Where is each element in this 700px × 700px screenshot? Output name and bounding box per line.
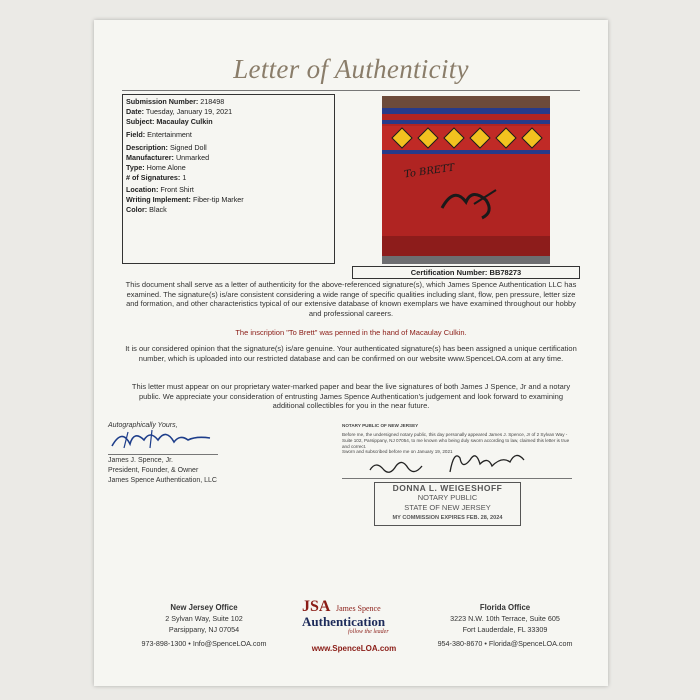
submission-type: Type: Home Alone: [126, 163, 186, 172]
logo-mark: JSA: [302, 598, 331, 615]
notary-stamp: [374, 482, 521, 526]
certification-number: BB78273: [489, 268, 522, 277]
notary-stamp-line1: NOTARY PUBLIC: [417, 493, 478, 502]
jsa-logo: [294, 598, 414, 658]
document-title: Letter of Authenticity: [233, 54, 469, 84]
signer-company: James Spence Authentication, LLC: [108, 477, 217, 484]
submission-writing-implement: Writing Implement: Fiber-tip Marker: [126, 195, 244, 204]
submission-location: Location: Front Shirt: [126, 185, 194, 194]
logo-word: Authentication: [302, 614, 386, 629]
nj-office-address1: 2 Sylvan Way, Suite 102: [165, 614, 243, 623]
notary-sworn-line: Sworn and subscribed before me on January 19, 2021: [342, 449, 453, 454]
notary-stamp-line2: STATE OF NEW JERSEY: [404, 503, 491, 512]
submission-manufacturer: Manufacturer: Unmarked: [126, 153, 210, 162]
notary-heading: NOTARY PUBLIC OF NEW JERSEY: [342, 423, 419, 428]
submission-field: Field: Entertainment: [126, 130, 192, 139]
signature-rule: [108, 454, 218, 455]
certification-label: Certification Number:: [410, 268, 488, 277]
signer-name: James J. Spence, Jr.: [108, 457, 173, 464]
notary-stamp-name: DONNA L. WEIGESHOFF: [392, 483, 503, 493]
fl-office-contact: 954-380-8670 • Florida@SpenceLOA.com: [437, 639, 573, 648]
spence-signature: [108, 426, 218, 454]
fl-office-heading: Florida Office: [479, 603, 531, 612]
submission-description: Description: Signed Doll: [126, 143, 207, 152]
submission-subject: Subject: Macaulay Culkin: [126, 117, 213, 126]
logo-name: James Spence: [336, 604, 381, 613]
authenticity-paragraph: This document shall serve as a letter of authenticity for the above-referenced signature(s), which James Spence Authentication LLC has examined. The signature(s) is/are consistent considering a wide range of specific qualities including slant, flow, pen pressure, letter size and formation, and other characteristics typical of our extensive database of known exemplars we have examined throughout our hobby and professional careers.: [125, 280, 577, 318]
photo-inscription-text: To BRETT: [403, 162, 456, 181]
notary-rule: [342, 478, 572, 479]
inscription-note: The inscription "To Brett" was penned in the hand of Macaulay Culkin.: [235, 328, 467, 337]
watermark-paragraph: This letter must appear on our proprietary water-marked paper and bear the live signatures of both James J Spence, Jr and a notary public. We appreciate your consideration of entrusting James Spence Authentication's judgement and look forward to examining additional collectibles for you in the near future.: [131, 382, 571, 411]
footer-nj-office: [124, 602, 284, 649]
submission-details-box: [122, 94, 335, 264]
nj-office-contact: 973-898-1300 • Info@SpenceLOA.com: [141, 639, 267, 648]
notary-signature: [364, 446, 564, 480]
submission-color: Color: Black: [126, 205, 167, 214]
closing-line: Autographically Yours,: [108, 422, 178, 429]
submission-signature-count: # of Signatures: 1: [126, 173, 187, 182]
footer-fl-office: [420, 602, 590, 649]
notary-stamp-line3: MY COMMISSION EXPIRES FEB. 28, 2024: [392, 515, 503, 521]
signer-title: President, Founder, & Owner: [108, 467, 199, 474]
notary-statement: Before me, the undersigned notary public, this day personally appeared James J. Spence, Jr of 2 Sylvan Way - Suite 102, Parsippany, NJ 07054, to me known who being duly sworn according to law, claimed this letter is true and correct.: [342, 432, 570, 449]
nj-office-heading: New Jersey Office: [170, 603, 238, 612]
submission-date: Date: Tuesday, January 19, 2021: [126, 107, 233, 116]
signed-doll-photo: [382, 96, 550, 264]
logo-tagline: follow the leader: [348, 629, 389, 635]
title-rule: [122, 90, 580, 91]
certification-number-box: [352, 266, 580, 279]
nj-office-address2: Parsippany, NJ 07054: [168, 625, 240, 634]
logo-url: www.SpenceLOA.com: [311, 644, 397, 653]
submission-number: Submission Number: 218498: [126, 97, 225, 106]
letter-page: [94, 20, 608, 686]
fl-office-address1: 3223 N.W. 10th Terrace, Suite 605: [450, 614, 560, 623]
opinion-paragraph: It is our considered opinion that the signature(s) is/are genuine. Your authenticated signature(s) has been assigned a unique certification number, which is uploaded into our restricted database and can be confirmed on our website www.SpenceLOA.com at any time.: [125, 344, 577, 363]
fl-office-address2: Fort Lauderdale, FL 33309: [462, 625, 548, 634]
